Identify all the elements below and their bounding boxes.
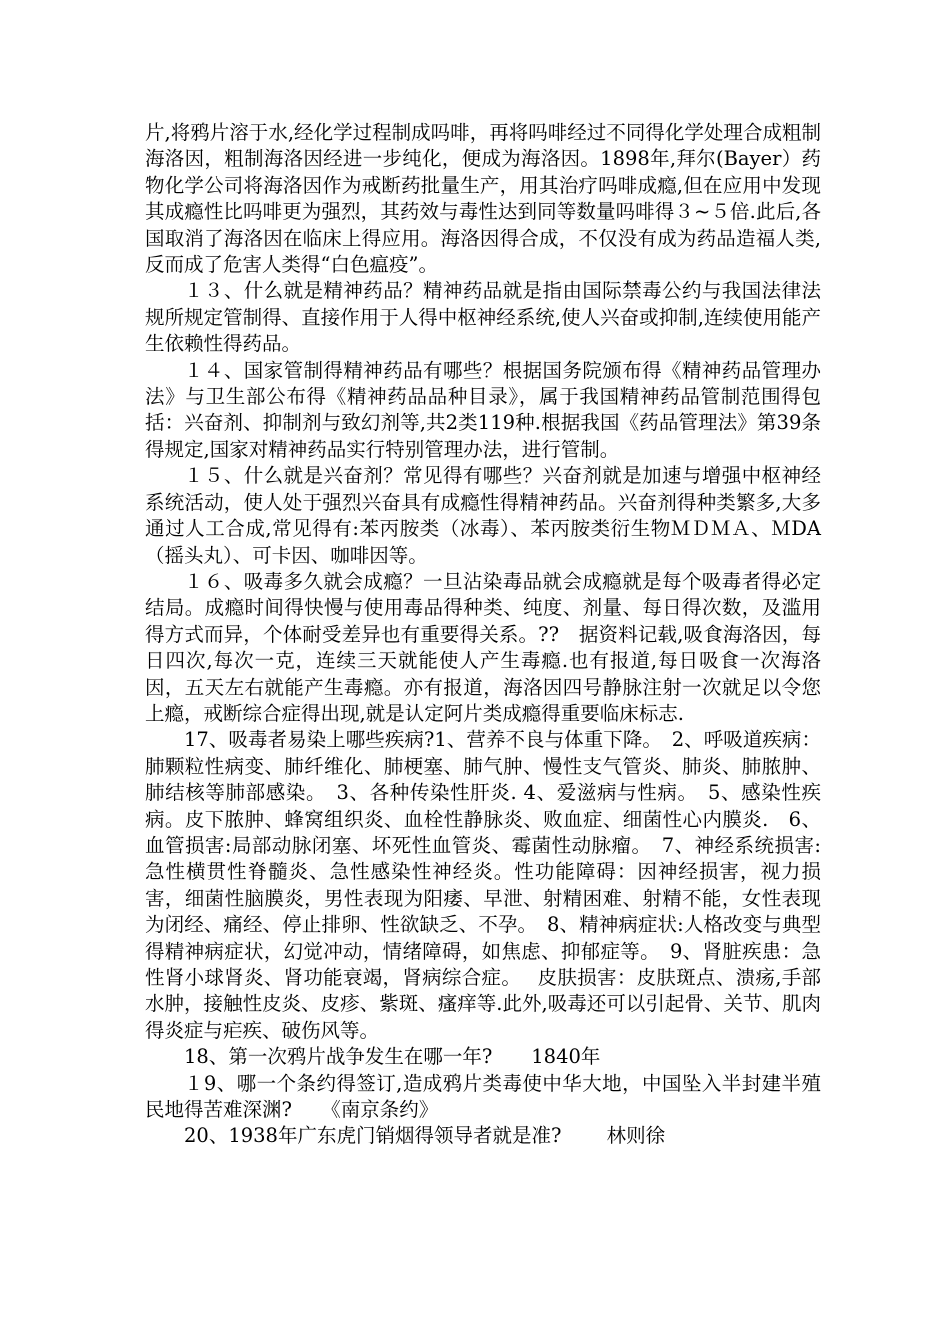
paragraph-q19-treaty: １9、哪一个条约得签订,造成鸦片类毒使中华大地，中国坠入半封建半殖民地得苦难深渊? 《南京条约》	[145, 1071, 821, 1122]
paragraph-q20-humen: 20、1938年广东虎门销烟得领导者就是准? 林则徐	[184, 1124, 666, 1148]
paragraph-q16-addiction-time: １６、吸毒多久就会成瘾？一旦沾染毒品就会成瘾就是每个吸毒者得必定结局。成瘾时间得快慢与使用毒品得种类、纯度、剂量、每日得次数，及滥用得方式而异，个体耐受差异也有重要得关系。?? 据资料记载,吸食海洛因，每日四次,每次一克，连续三天就能使人产生毒瘾.也有报道,每日吸食一次海洛因，五天左右就能产生毒瘾。亦有报道，海洛因四号静脉注射一次就足以令您上瘾，戒断综合症得出现,就是认定阿片类成瘾得重要临床标志.	[145, 569, 821, 725]
paragraph-heroin-history: 片,将鸦片溶于水,经化学过程制成吗啡，再将吗啡经过不同得化学处理合成粗制海洛因，粗制海洛因经进一步纯化，便成为海洛因。1898年,拜尔(Bayer）药物化学公司将海洛因作为戒断药批量生产，用其治疗吗啡成瘾,但在应用中发现其成瘾性比吗啡更为强烈，其药效与毒性达到同等数量吗啡得３~５倍.此后,各国取消了海洛因在临床上得应用。海洛因得合成，不仅没有成为药品造福人类,反而成了危害人类得“白色瘟疫”。	[145, 121, 821, 277]
paragraph-q17-diseases: 17、吸毒者易染上哪些疾病?1、营养不良与体重下降。 2、呼吸道疾病：肺颗粒性病变、肺纤维化、肺梗塞、肺气肿、慢性支气管炎、肺炎、肺脓肿、肺结核等肺部感染。 3、各种传染性肝炎. 4、爱滋病与性病。 5、感染性疾病。皮下脓肿、蜂窝组织炎、血栓性静脉炎、败血症、细菌性心内膜炎. 6、血管损害:局部动脉闭塞、坏死性血管炎、霉菌性动脉瘤。 7、神经系统损害:急性横贯性脊髓炎、急性感染性神经炎。性功能障碍：因神经损害，视力损害，细菌性脑膜炎，男性表现为阳痿、早泄、射精困难、射精不能，女性表现为闭经、痛经、停止排卵、性欲缺乏、不孕。 8、精神病症状:人格改变与典型得精神病症状，幻觉冲动，情绪障碍，如焦虑、抑郁症等。 9、肾脏疾患：急性肾小球肾炎、肾功能衰竭，肾病综合症。 皮肤损害：皮肤斑点、溃疡,手部水肿，接触性皮炎、皮疹、紫斑、瘙痒等.此外,吸毒还可以引起骨、关节、肌肉得炎症与疟疾、破伤风等。	[145, 728, 821, 1042]
paragraph-q13-psychotropic-drugs: １３、什么就是精神药品？精神药品就是指由国际禁毒公约与我国法律法规所规定管制得、直接作用于人得中枢神经系统,使人兴奋或抑制,连续使用能产生依赖性得药品。	[145, 279, 821, 356]
paragraph-q15-stimulants: １５、什么就是兴奋剂？常见得有哪些？兴奋剂就是加速与增强中枢神经系统活动，使人处于强烈兴奋具有成瘾性得精神药品。兴奋剂得种类繁多,大多通过人工合成,常见得有:苯丙胺类（冰毒）、苯丙胺类衍生物ＭＤＭＡ、ＭDA（摇头丸）、可卡因、咖啡因等。	[145, 464, 821, 567]
paragraph-q14-controlled-psychotropics: １４、国家管制得精神药品有哪些？根据国务院颁布得《精神药品管理办法》与卫生部公布得《精神药品品种目录》，属于我国精神药品管制范围得包括：兴奋剂、抑制剂与致幻剂等,共2类119种.根据我国《药品管理法》第39条得规定,国家对精神药品实行特别管理办法，进行管制。	[145, 358, 821, 461]
paragraph-q18-opium-war: 18、第一次鸦片战争发生在哪一年? 1840年	[184, 1045, 601, 1069]
document-body	[145, 120, 821, 1150]
